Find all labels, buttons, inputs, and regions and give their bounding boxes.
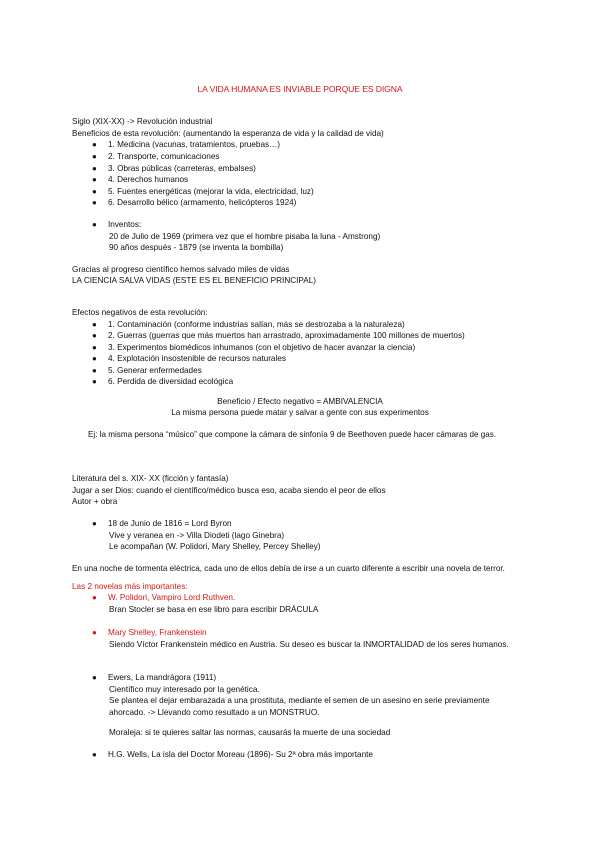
- bullet-icon: ●: [92, 175, 97, 184]
- bullet-icon: ●: [92, 187, 97, 196]
- autor-obra-text: Autor + obra: [72, 497, 118, 506]
- jugar-dios-text: Jugar a ser Dios: cuando el científico/médico busca eso, acaba siendo el peor de ellos: [72, 486, 386, 495]
- ejemplo-text: Ej: la misma persona “músico” que compone la cámara de sinfonía 9 de Beethoven puede hacer cámaras de gas.: [88, 430, 497, 439]
- bullet-icon: ●: [92, 377, 97, 386]
- ciencia-text: LA CIENCIA SALVA VIDAS (ESTE ES EL BENEFICIO PRINCIPAL): [72, 276, 317, 285]
- beneficio-item: ● 6. Desarrollo bélico (armamento, helicópteros 1924): [92, 198, 297, 207]
- bullet-icon: ●: [92, 750, 97, 759]
- byron-item: ● 18 de Junio de 1816 = Lord Byron: [92, 519, 232, 528]
- misma-persona-text: La misma persona puede matar y salvar a gente con sus experimentos: [171, 408, 429, 417]
- bullet-icon: ●: [92, 164, 97, 173]
- section-heading-revolucion: Siglo (XIX-XX) -> Revolución industrial: [72, 117, 213, 126]
- ewers-line: Se plantea el dejar embarazada a una prostituta, mediante el semen de un asesino en serie previamente: [109, 696, 490, 705]
- invento-line: 90 años después - 1879 (se inventa la bombilla): [109, 243, 284, 252]
- beneficio-item: ● 2. Transporte, comunicaciones: [92, 152, 220, 161]
- byron-line: Vive y veranea en -> Villa Diodeti (lago Ginebra): [109, 531, 285, 540]
- ewers-line: ahorcado. -> Llevando como resultado a un MONSTRUO.: [109, 708, 320, 717]
- efecto-item: ● 3. Experimentos biomédicos inhumanos (con el objetivo de hacer avanzar la ciencia): [92, 343, 416, 352]
- noche-text: En una noche de tormenta eléctrica, cada uno de ellos debía de irse a un cuarto diferente a escribir una novela de terror.: [72, 564, 505, 573]
- bullet-icon: ●: [92, 220, 97, 229]
- efectos-intro: Efectos negativos de esta revolución:: [72, 308, 208, 317]
- efecto-item: ● 1. Contaminación (conforme industrias salían, más se destrozaba a la naturaleza): [92, 320, 405, 329]
- bullet-icon: ●: [92, 331, 97, 340]
- beneficio-item: ● 5. Fuentes energéticas (mejorar la vida, electricidad, luz): [92, 187, 314, 196]
- novelas-heading: Las 2 novelas más importantes:: [72, 582, 188, 591]
- efecto-item: ● 6. Perdida de diversidad ecológica: [92, 377, 234, 386]
- bullet-icon: ●: [92, 140, 97, 149]
- bullet-icon: ●: [92, 593, 97, 602]
- bullet-icon: ●: [92, 628, 97, 637]
- beneficios-intro: Beneficios de esta revolución: (aumentando la esperanza de vida y la calidad de vida): [72, 129, 384, 138]
- byron-line: Le acompañan (W. Polidori, Mary Shelley, Percey Shelley): [109, 542, 321, 551]
- bullet-icon: ●: [92, 343, 97, 352]
- inventos-item: ● Inventos:: [92, 220, 142, 229]
- ewers-item: ● Ewers, La mandrágora (1911): [92, 673, 217, 682]
- shelley-item: ● Mary Shelley, Frankenstein: [92, 628, 207, 637]
- bullet-icon: ●: [92, 519, 97, 528]
- beneficio-item: ● 3. Obras públicas (carreteras, embalses): [92, 164, 256, 173]
- bullet-icon: ●: [92, 152, 97, 161]
- bullet-icon: ●: [92, 198, 97, 207]
- efecto-item: ● 5. Generar enfermedades: [92, 366, 202, 375]
- ewers-line: Científico muy interesado por la genética.: [109, 685, 260, 694]
- invento-line: 20 de Julio de 1969 (primera vez que el hombre pisaba la luna - Amstrong): [109, 232, 381, 241]
- beneficio-item: ● 1. Medicina (vacunas, tratamientos, pruebas…): [92, 140, 281, 149]
- efecto-item: ● 4. Explotación insostenible de recursos naturales: [92, 354, 286, 363]
- wells-item: ● H.G. Wells, La isla del Doctor Moreau (1896)- Su 2ª obra más importante: [92, 750, 373, 759]
- efecto-item: ● 2. Guerras (guerras que más muertos han arrastrado, aproximadamente 100 millones de muertos): [92, 331, 465, 340]
- bullet-icon: ●: [92, 673, 97, 682]
- polidori-item: ● W. Polidori, Vampiro Lord Ruthven.: [92, 593, 236, 602]
- moraleja-text: Moraleja: si te quieres saltar las normas, causarás la muerte de una sociedad: [109, 728, 391, 737]
- gracias-text: Gracias al progreso científico hemos salvado miles de vidas: [72, 265, 290, 274]
- bullet-icon: ●: [92, 320, 97, 329]
- bullet-icon: ●: [92, 366, 97, 375]
- document-title: LA VIDA HUMANA ES INVIABLE PORQUE ES DIGNA: [197, 84, 403, 94]
- shelley-line: Siendo Víctor Frankenstein médico en Austria. Su deseo es buscar la INMORTALIDAD de los seres humanos.: [109, 640, 509, 649]
- ambivalencia-text: Beneficio / Efecto negativo = AMBIVALENCIA: [217, 397, 383, 406]
- polidori-line: Bran Stocler se basa en ese libro para escribir DRÁCULA: [109, 605, 319, 614]
- beneficio-item: ● 4. Derechos humanos: [92, 175, 189, 184]
- bullet-icon: ●: [92, 354, 97, 363]
- section-heading-literatura: Literatura del s. XIX- XX (ficción y fantasía): [72, 474, 229, 483]
